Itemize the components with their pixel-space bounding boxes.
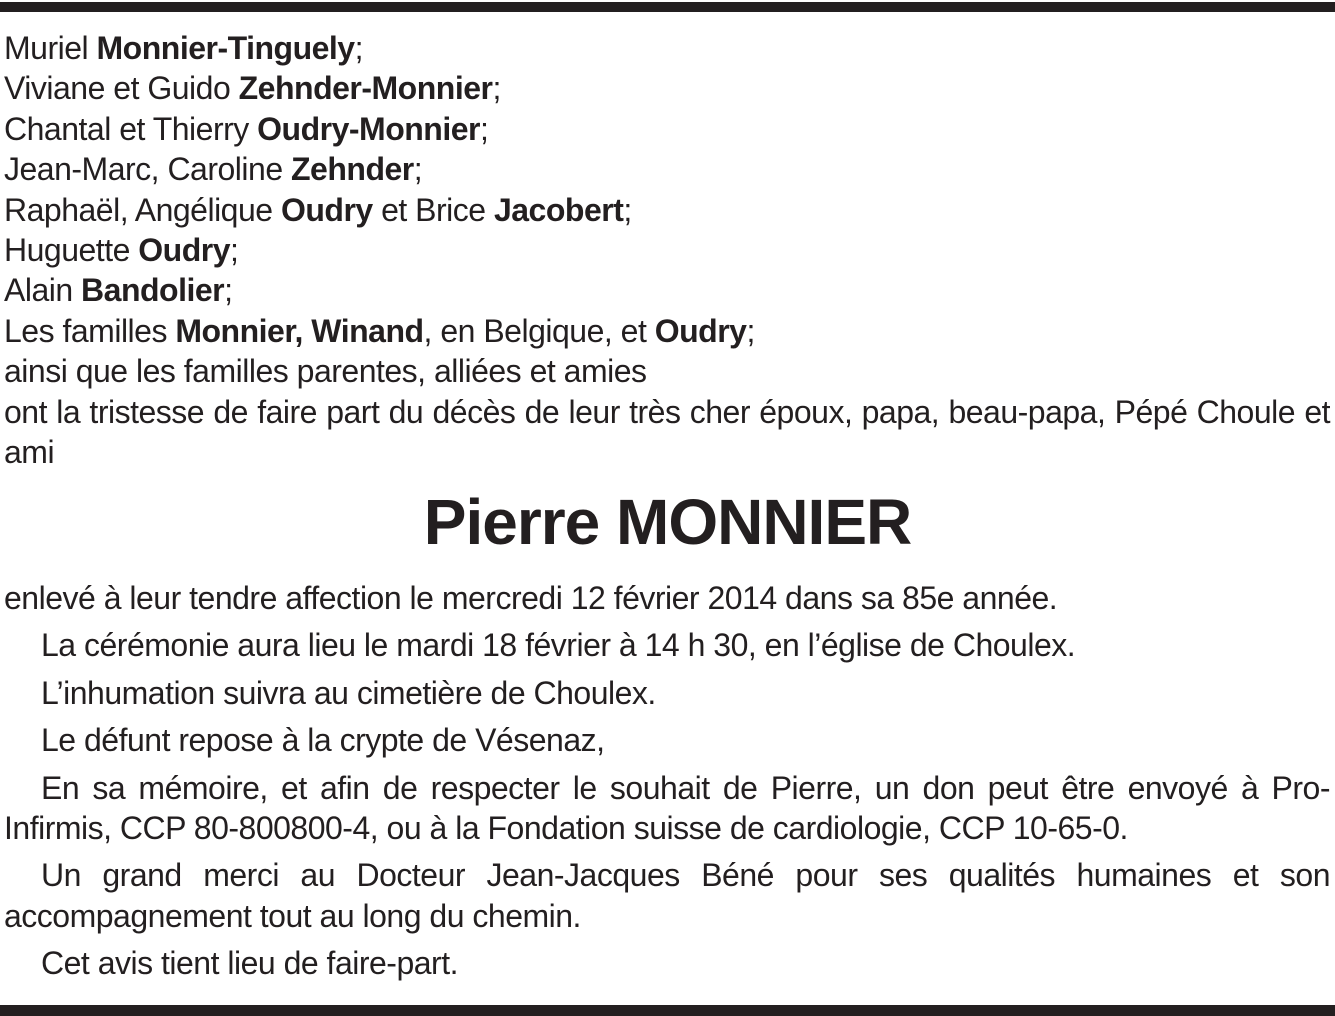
body-paragraph: La cérémonie aura lieu le mardi 18 février à 14 h 30, en l’église de Choulex. [41, 627, 1076, 664]
intro-line: Jean-Marc, Caroline Zehnder; [4, 151, 423, 188]
intro-line: ainsi que les familles parentes, alliées et amies [4, 353, 647, 390]
body-paragraph: Un grand merci au Docteur Jean-Jacques Béné pour ses qualités humaines et son accompagnement tout au long du chemin. [4, 857, 1330, 934]
intro-line: Chantal et Thierry Oudry-Monnier; [4, 110, 489, 147]
deceased-name: Pierre MONNIER [423, 486, 912, 558]
sorrow-paragraph: ont la tristesse de faire part du décès de leur très cher époux, papa, beau-papa, Pépé Choule et ami [4, 393, 1330, 471]
intro-line: Raphaël, Angélique Oudry et Brice Jacobert; [4, 191, 632, 228]
top-rule [0, 2, 1335, 12]
intro-line: Alain Bandolier; [4, 272, 233, 309]
body-paragraph: enlevé à leur tendre affection le mercredi 12 février 2014 dans sa 85e année. [4, 580, 1058, 616]
intro-line: Viviane et Guido Zehnder-Monnier; [4, 70, 501, 107]
bottom-rule [0, 1005, 1335, 1016]
body-paragraph: Le défunt repose à la crypte de Vésenaz, [41, 722, 605, 759]
intro-line: Muriel Monnier-Tinguely; [4, 30, 363, 66]
intro-line: Les familles Monnier, Winand, en Belgique, et Oudry; [4, 312, 755, 349]
body-paragraph: L’inhumation suivra au cimetière de Choulex. [41, 674, 656, 711]
intro-line: Huguette Oudry; [4, 232, 239, 269]
body-paragraph: Cet avis tient lieu de faire-part. [41, 945, 458, 982]
body-paragraph: En sa mémoire, et afin de respecter le souhait de Pierre, un don peut être envoyé à Pro-Infirmis, CCP 80-800800-4, ou à la Fondation suisse de cardiologie, CCP 10-65-0. [4, 769, 1330, 847]
body-paragraphs [4, 578, 1330, 984]
intro-lines [4, 28, 1330, 392]
intro-block [4, 28, 1330, 472]
